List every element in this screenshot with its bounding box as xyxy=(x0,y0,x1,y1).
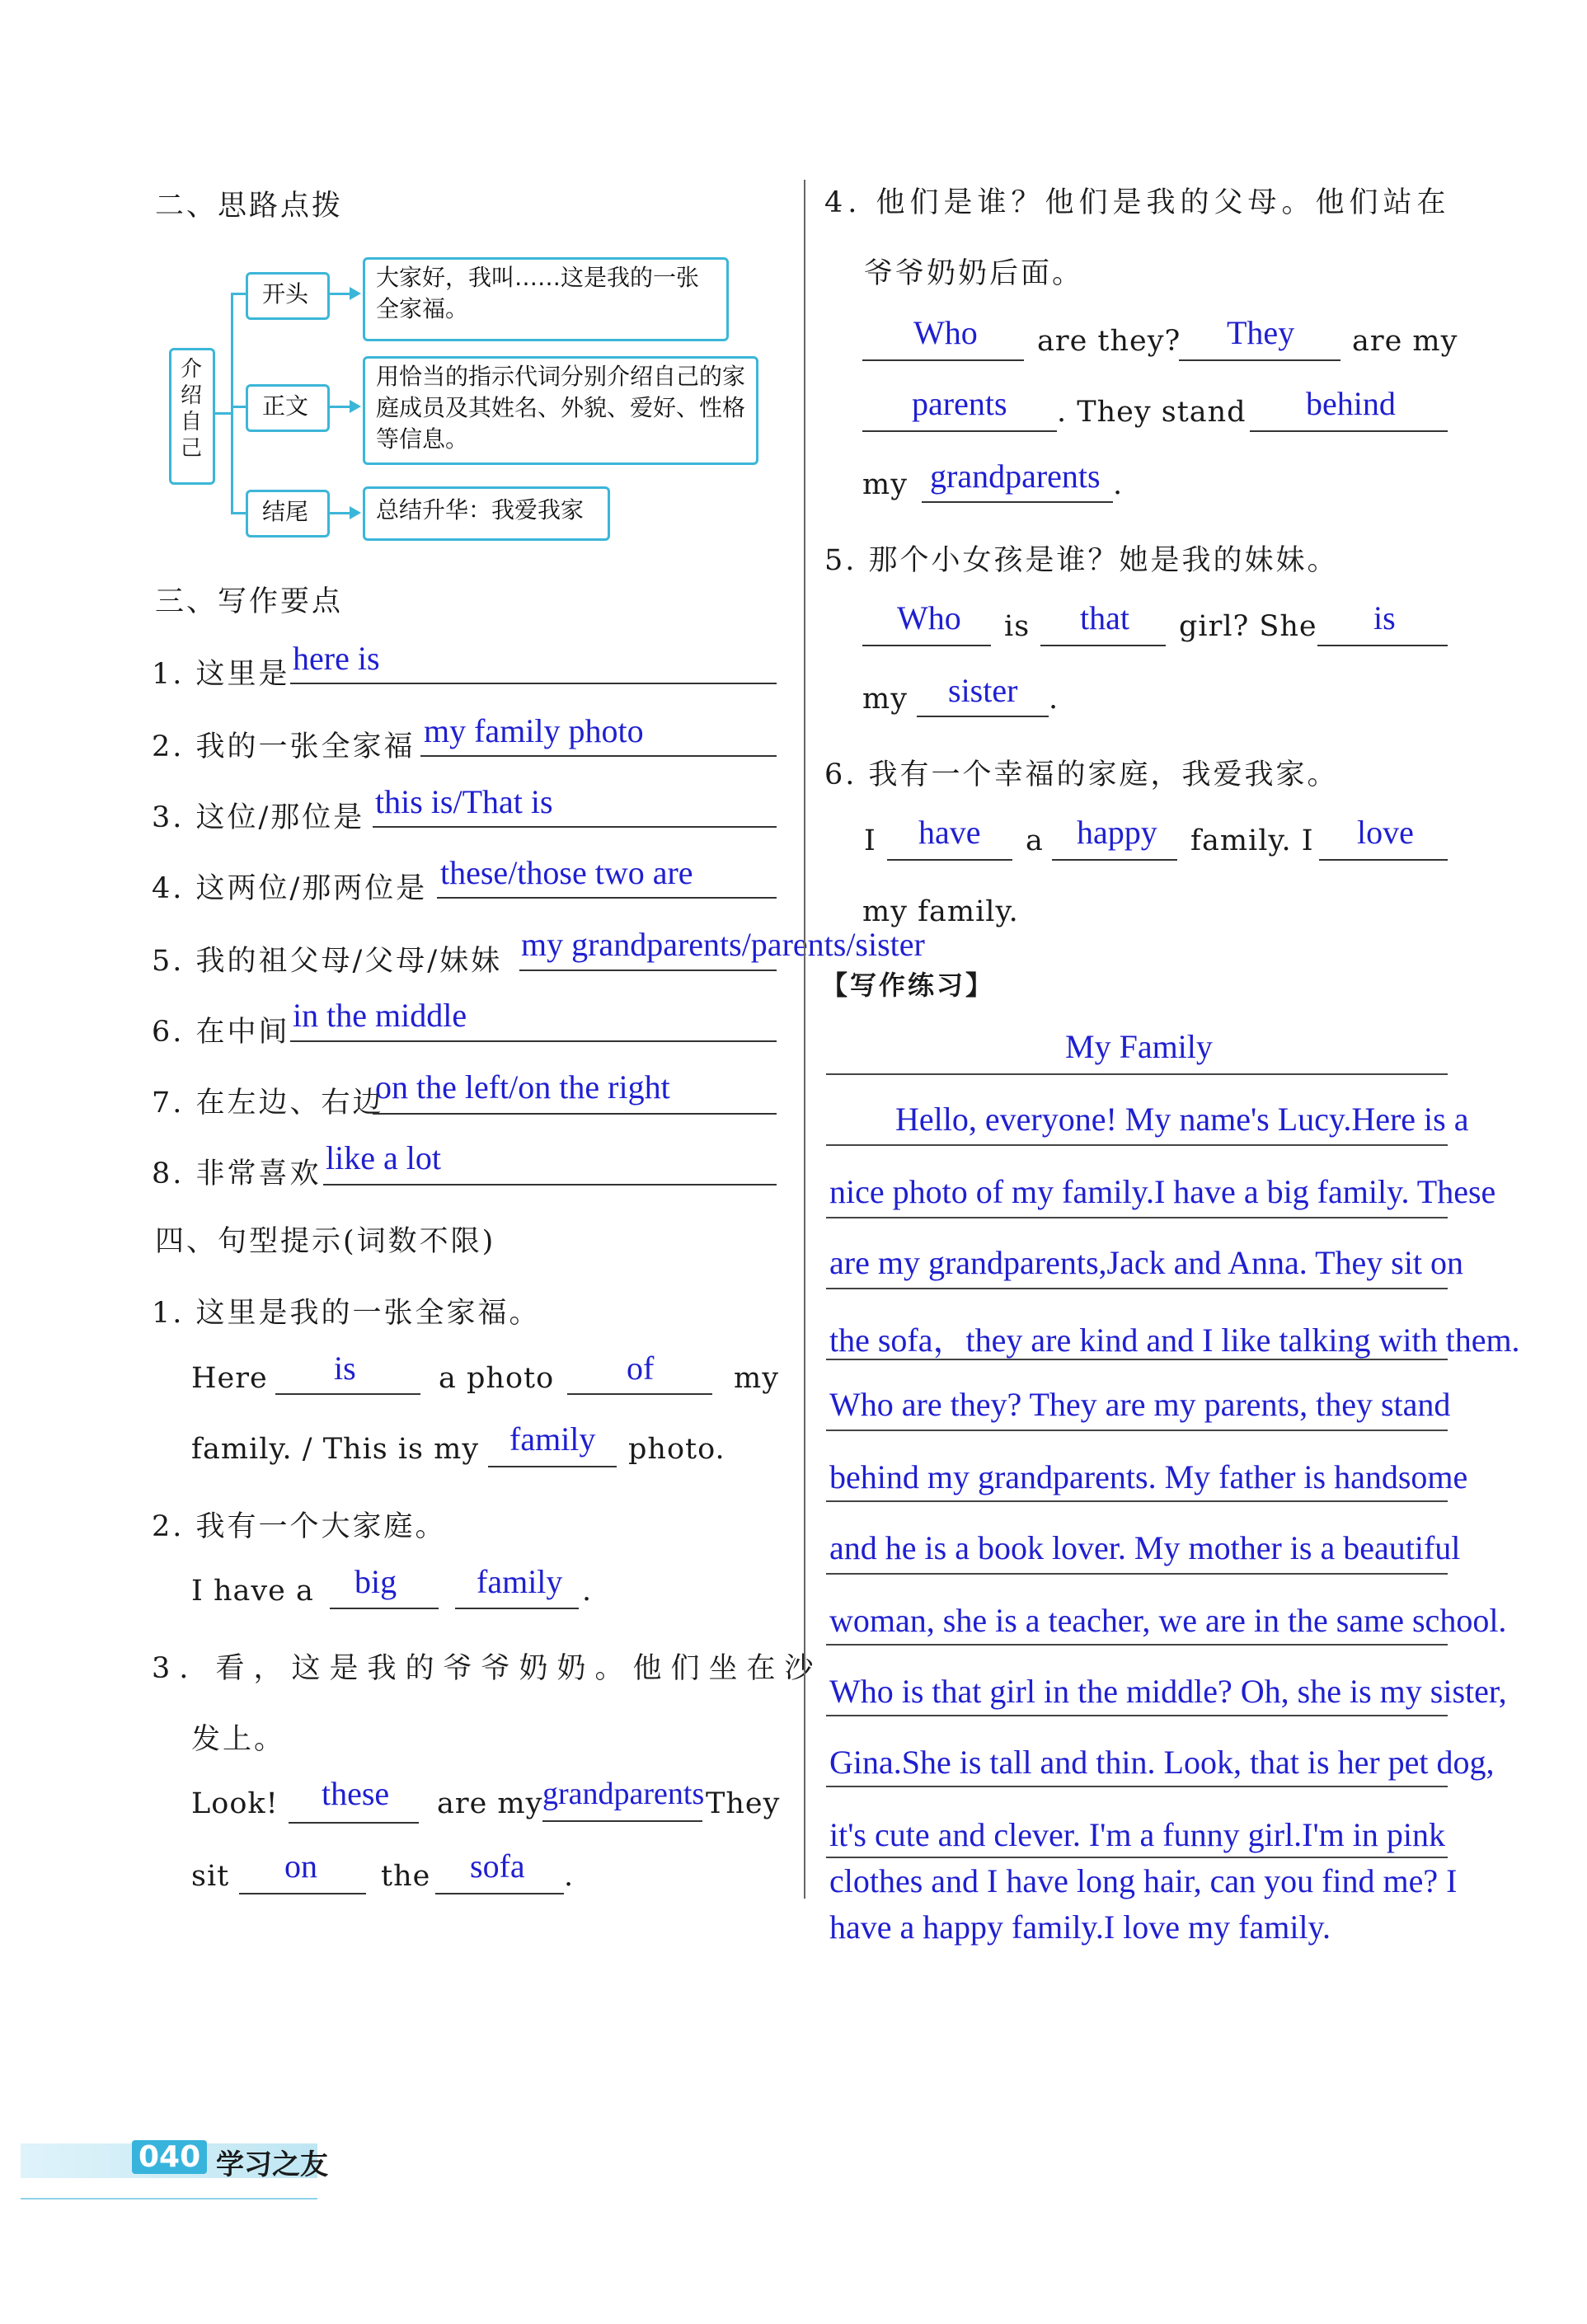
q5-answer: is xyxy=(1373,599,1396,636)
key-point-prompt: 3. 这位/那位是 xyxy=(152,801,365,834)
q4-text: . They stand xyxy=(1057,396,1247,429)
blank-line xyxy=(922,501,1113,503)
blank-line xyxy=(455,1608,579,1609)
blank-line xyxy=(1317,645,1448,646)
q4-answer: behind xyxy=(1306,385,1396,422)
essay-line xyxy=(826,1715,1448,1716)
answer-line xyxy=(323,1184,777,1185)
blank-line xyxy=(435,1893,564,1894)
q1-text: Here xyxy=(191,1362,268,1395)
answer-line xyxy=(519,970,777,971)
q6-text: family. I xyxy=(1190,824,1314,857)
blank-line xyxy=(1179,359,1340,361)
mindmap-arrow-line xyxy=(330,293,351,295)
q1-chinese: 1. 这里是我的一张全家福。 xyxy=(152,1297,541,1330)
essay-line xyxy=(826,1430,1448,1431)
key-point-prompt: 7. 在左边、右边 xyxy=(152,1087,384,1120)
essay-line-text: have a happy family.I love my family. xyxy=(829,1908,1331,1946)
key-point-answer: like a lot xyxy=(326,1139,441,1176)
q6-text: I xyxy=(864,824,876,857)
blank-line xyxy=(488,1466,617,1467)
q4-answer: grandparents xyxy=(930,458,1101,495)
q3-chinese: 发上。 xyxy=(191,1723,286,1756)
blank-line xyxy=(542,1820,702,1822)
key-point-prompt: 5. 我的祖父母/父母/妹妹 xyxy=(152,945,503,978)
q3-text: the xyxy=(381,1860,431,1893)
q6-answer: have xyxy=(918,814,981,851)
q5-answer: that xyxy=(1080,599,1129,636)
arrow-right-icon xyxy=(350,287,361,300)
q6-text: a xyxy=(1026,824,1044,857)
mindmap-node-label: 开头 xyxy=(262,280,309,308)
key-point-prompt: 6. 在中间 xyxy=(152,1016,290,1049)
q6-answer: happy xyxy=(1077,814,1157,851)
key-point-prompt: 1. 这里是 xyxy=(152,658,290,691)
q5-text: my xyxy=(862,683,908,716)
footer-rule xyxy=(21,2198,317,2200)
blank-line xyxy=(1052,859,1177,861)
blank-line xyxy=(1040,645,1166,646)
q5-answer: Who xyxy=(897,599,961,636)
mindmap-root-label: 介绍自己 xyxy=(181,357,203,461)
blank-line xyxy=(239,1893,366,1894)
mindmap-arrow-line xyxy=(330,406,351,408)
q4-answer: Who xyxy=(913,314,978,351)
essay-title: My Family xyxy=(1065,1028,1213,1065)
page-number: 040 xyxy=(132,2140,207,2174)
key-point-answer: in the middle xyxy=(293,997,467,1034)
mindmap-arrow-line xyxy=(330,512,351,514)
essay-line-text: Who are they? They are my parents, they stand xyxy=(829,1386,1451,1423)
q4-answer: parents xyxy=(912,385,1007,422)
q1-text: family. / This is my xyxy=(191,1433,480,1466)
q3-answer: sofa xyxy=(470,1847,525,1885)
essay-line xyxy=(826,1573,1448,1575)
q3-chinese: 3. 看，这是我的爷爷奶奶。他们坐在沙 xyxy=(152,1652,823,1685)
answer-line xyxy=(420,755,777,757)
q1-answer: is xyxy=(334,1350,356,1387)
arrow-right-icon xyxy=(350,506,361,519)
essay-line xyxy=(826,1288,1448,1289)
essay-line xyxy=(826,1644,1448,1646)
answer-line xyxy=(290,683,777,684)
answer-line xyxy=(437,897,777,899)
essay-line xyxy=(826,1073,1448,1075)
q1-answer: of xyxy=(627,1350,655,1387)
section3-title: 三、写作要点 xyxy=(155,585,344,618)
q3-text: are my xyxy=(437,1787,543,1820)
essay-line xyxy=(826,1786,1448,1787)
key-point-prompt: 2. 我的一张全家福 xyxy=(152,730,416,763)
mindmap-node-text: 总结升华：我爱我家 xyxy=(376,496,585,523)
essay-line-text: behind my grandparents. My father is handsome xyxy=(829,1458,1468,1495)
blank-line xyxy=(567,1393,712,1395)
essay-line-text: the sofa，they are kind and I like talking with them. xyxy=(829,1322,1520,1359)
q6-text: my family. xyxy=(862,895,1019,928)
key-point-prompt: 4. 这两位/那两位是 xyxy=(152,872,428,905)
mindmap-connector xyxy=(231,293,246,295)
blank-line xyxy=(1250,430,1448,432)
essay-line-text: and he is a book lover. My mother is a beautiful xyxy=(829,1529,1461,1566)
blank-line xyxy=(862,430,1057,432)
blank-line xyxy=(275,1393,420,1395)
q5-answer: sister xyxy=(948,672,1018,709)
key-point-answer: my grandparents/parents/sister xyxy=(521,926,925,963)
essay-line-text: Who is that girl in the middle? Oh, she is my sister, xyxy=(829,1673,1507,1710)
blank-line xyxy=(862,359,1024,361)
section2-title: 二、思路点拨 xyxy=(155,190,344,223)
q2-chinese: 2. 我有一个大家庭。 xyxy=(152,1510,447,1543)
q2-answer: big xyxy=(354,1563,397,1600)
q1-text: my xyxy=(734,1362,779,1395)
section4-title: 四、句型提示(词数不限) xyxy=(155,1225,496,1258)
q3-answer: on xyxy=(284,1847,317,1885)
essay-line xyxy=(826,1217,1448,1218)
arrow-right-icon xyxy=(350,400,361,413)
mindmap-node-text: 用恰当的指示代词分别介绍自己的家庭成员及其姓名、外貌、爱好、性格等信息。 xyxy=(376,363,746,453)
key-point-answer: my family photo xyxy=(424,712,644,749)
practice-title: 【写作练习】 xyxy=(821,970,995,1001)
q2-text: I have a xyxy=(191,1575,314,1608)
essay-line xyxy=(826,1500,1448,1502)
blank-line xyxy=(887,859,1012,861)
q4-text: are they? xyxy=(1037,325,1181,358)
mindmap-connector xyxy=(213,412,231,415)
answer-line xyxy=(290,1040,777,1042)
blank-line xyxy=(862,645,991,646)
blank-line xyxy=(1319,859,1448,861)
q4-text: are my xyxy=(1352,325,1458,358)
q2-answer: family xyxy=(477,1563,563,1600)
mindmap-node-label: 正文 xyxy=(262,392,309,420)
mindmap-node-text: 大家好，我叫……这是我的一张全家福。 xyxy=(376,264,700,322)
q5-text: girl? She xyxy=(1179,610,1317,643)
book-title: 学习之友 xyxy=(216,2148,328,2181)
key-point-prompt: 8. 非常喜欢 xyxy=(152,1157,322,1190)
q3-text: They xyxy=(706,1787,781,1820)
q5-text: is xyxy=(1004,610,1031,643)
key-point-answer: these/those two are xyxy=(440,854,693,891)
q1-answer: family xyxy=(509,1420,596,1458)
essay-line-text: Gina.She is tall and thin. Look, that is her pet dog, xyxy=(829,1744,1495,1781)
essay-line-text: nice photo of my family.I have a big family. These xyxy=(829,1173,1496,1210)
essay-line-text: Hello, everyone! My name's Lucy.Here is a xyxy=(895,1101,1469,1138)
answer-line xyxy=(373,1113,777,1115)
q2-text: . xyxy=(582,1575,593,1608)
q1-text: a photo xyxy=(439,1362,555,1395)
blank-line xyxy=(917,716,1049,717)
mindmap-connector xyxy=(231,406,246,408)
essay-line xyxy=(826,1857,1448,1858)
key-point-answer: this is/That is xyxy=(375,783,553,820)
q6-answer: love xyxy=(1357,814,1414,851)
essay-line xyxy=(826,1359,1448,1360)
q4-chinese: 4. 他们是谁？他们是我的父母。他们站在 xyxy=(824,186,1451,219)
q3-text: sit xyxy=(191,1860,230,1893)
q6-chinese: 6. 我有一个幸福的家庭，我爱我家。 xyxy=(824,758,1339,791)
answer-line xyxy=(373,826,777,828)
q4-text: . xyxy=(1113,468,1124,501)
key-point-answer: on the left/on the right xyxy=(375,1068,670,1106)
q5-chinese: 5. 那个小女孩是谁？她是我的妹妹。 xyxy=(824,544,1339,577)
blank-line xyxy=(330,1608,439,1609)
column-divider xyxy=(804,180,805,1899)
blank-line xyxy=(289,1822,419,1824)
q3-answer: these xyxy=(322,1775,390,1812)
essay-line-text: are my grandparents,Jack and Anna. They sit on xyxy=(829,1244,1464,1281)
q3-answer: grandparents xyxy=(542,1777,705,1811)
mindmap-node-label: 结尾 xyxy=(262,498,309,525)
q4-chinese: 爷爷奶奶后面。 xyxy=(864,257,1084,290)
q4-text: my xyxy=(862,468,908,501)
essay-line-text: clothes and I have long hair, can you find me? I xyxy=(829,1862,1458,1899)
q4-answer: They xyxy=(1227,314,1295,351)
mindmap-connector xyxy=(231,293,233,514)
essay-line-text: woman, she is a teacher, we are in the same school. xyxy=(829,1602,1507,1639)
q3-text: . xyxy=(564,1860,575,1893)
mindmap-connector xyxy=(231,512,246,514)
q5-text: . xyxy=(1049,683,1059,716)
q3-text: Look! xyxy=(191,1787,279,1820)
essay-line xyxy=(826,1144,1448,1146)
q1-text: photo. xyxy=(628,1433,725,1466)
key-point-answer: here is xyxy=(293,640,380,677)
essay-line-text: it's cute and clever. I'm a funny girl.I'm in pink xyxy=(829,1816,1445,1853)
